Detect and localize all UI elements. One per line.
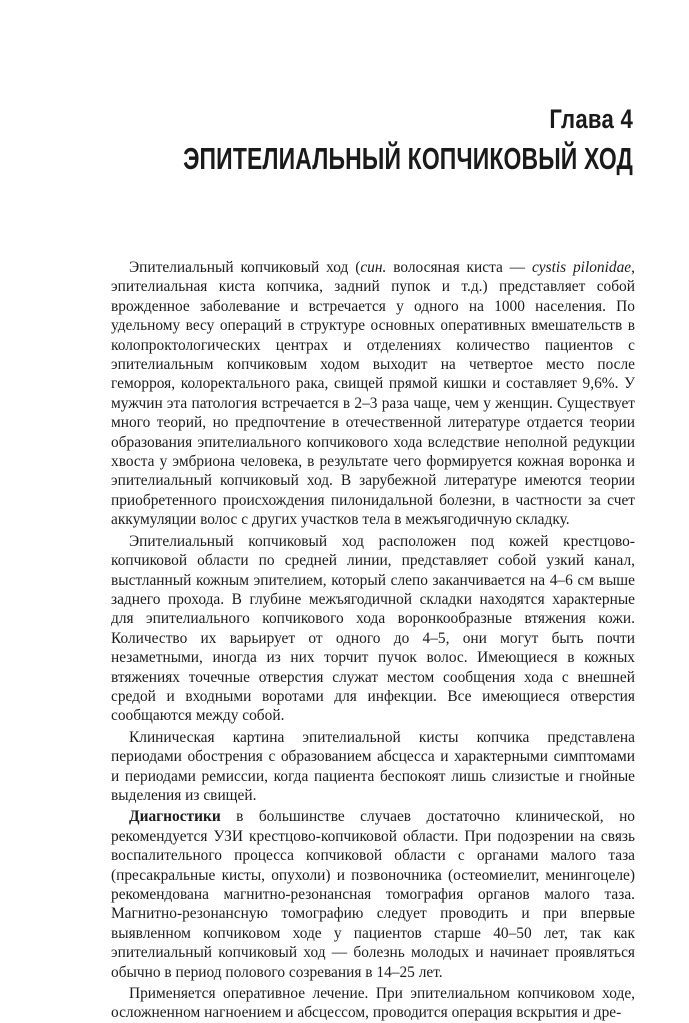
diagnostics-term: Диагностики [129, 808, 221, 826]
diagnostics-text: в большинстве случаев достаточно клинической, но рекомендуется УЗИ крестцово-копчиковой области. При подозрении на связь воспалительного процесса копчиковой области с органами малого таза (пресакральные кисты, опухоли) и позвоночника (остеомиелит, менингоцеле) рекомендована магнитно-резонансная томография органов малого таза. Магнитно-резонансную томографию следует проводить и при впервые выявленном копчиковом ходе у пациентов старше 40–50 лет, так как эпителиальный копчиковый ход — болезнь молодых и начинает проявляться обычно в период полового созревания в 14–25 лет. [111, 808, 635, 981]
paragraph-anatomy: Эпителиальный копчиковый ход расположен под кожей крестцово-копчиковой области по средней линии, представляет собой узкий канал, выстланный кожным эпителием, который слепо заканчивается на 4–6 см выше заднего прохода. В глубине межъягодичной складки находятся характерные для эпителиального копчикового хода воронкообразные втяжения кожи. Количество их варьирует от одного до 4–5, они могут быть почти незаметными, иногда из них торчит пучок волос. Имеющиеся в кожных втяжениях точечные отверстия служат местом сообщения хода с внешней средой и входными воротами для инфекции. Все имеющиеся отверстия сообщаются между собой. [111, 532, 635, 725]
intro-lead: Эпителиальный копчиковый ход ( [129, 259, 361, 276]
paragraph-diagnostics [111, 807, 635, 982]
synonym-abbrev: син. [360, 259, 387, 276]
paragraph-intro [111, 258, 635, 530]
chapter-body [111, 258, 635, 1023]
chapter-title: ЭПИТЕЛИАЛЬНЫЙ КОПЧИКОВЫЙ ХОД [183, 141, 633, 176]
latin-term: cystis pilonidae [531, 259, 632, 276]
chapter-label: Глава 4 [549, 104, 633, 134]
synonym-text: волосяная киста — [386, 259, 532, 276]
intro-rest: , эпителиальная киста копчика, задний пупок и т.д.) представляет собой врожденное заболевание и встречается у одного на 1000 населения. По удельному весу операций в структуре основных оперативных вмешательств в колопроктологических центрах и отделениях количество пациентов с эпителиальным копчиковым ходом выходит на четвертое место после геморроя, колоректального рака, свищей прямой кишки и составляет 9,6%. У мужчин эта патология встречается в 2–3 раза чаще, чем у женщин. Существует много теорий, но предпочтение в отечественной литературе отдается теории образования эпителиального копчикового хода вследствие неполной редукции хвоста у эмбриона человека, в результате чего формируется кожная воронка и эпителиальный копчиковый ход. В зарубежной литературе имеются теории приобретенного происхождения пилонидальной болезни, в частности за счет аккумуляции волос с других участков тела в межъягодичную складку. [111, 259, 635, 529]
paragraph-clinical: Клиническая картина эпителиальной кисты копчика представлена периодами обострения с образованием абсцесса и характерными симптомами и периодами ремиссии, когда пациента беспокоят лишь слизистые и гнойные выделения из свищей. [111, 728, 635, 804]
paragraph-treatment: Применяется оперативное лечение. При эпителиальном копчиковом ходе, осложненном нагноением и абсцессом, проводится операция вскрытия и дре- [111, 985, 635, 1022]
